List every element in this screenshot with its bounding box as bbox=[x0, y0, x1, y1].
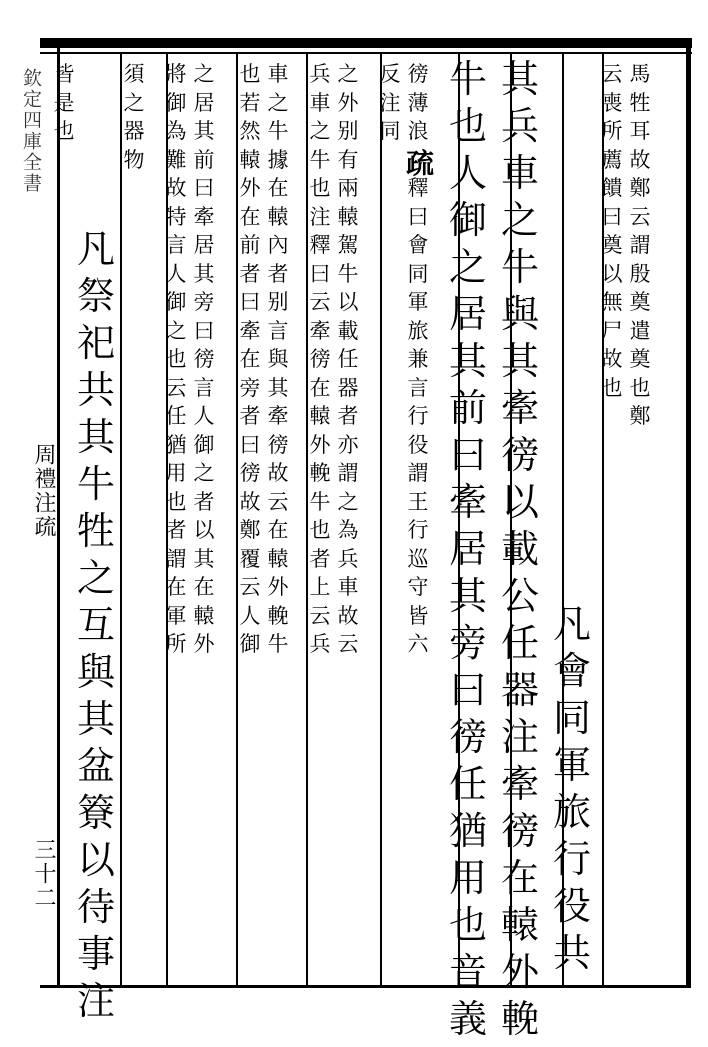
text-column: 牛 也 人 御 之 居 其 前 曰 牽 居 其 旁 曰 徬 任 猶 用 也 音 義 bbox=[448, 57, 487, 1041]
text-column: 反 注 同 bbox=[379, 62, 401, 143]
text-column: 其 兵 車 之 牛 與 其 牽 徬 以 載 公 任 器 注 牽 徬 在 轅 外 輓 bbox=[500, 57, 539, 1041]
text-column: 云 喪 所 薦 饋 曰 奠 以 無 尸 故 也 bbox=[601, 62, 623, 400]
text-column: 兵 車 之 牛 也 注 釋 曰 云 牽 徬 在 轅 外 輓 牛 也 者 上 云 兵 bbox=[309, 62, 331, 656]
column-rule bbox=[380, 54, 382, 986]
text-column: 將 御 為 難 故 特 言 人 御 之 也 云 任 猶 用 也 者 謂 在 軍 所 bbox=[165, 62, 187, 656]
column-rule bbox=[120, 54, 122, 986]
top-border-thin bbox=[40, 52, 692, 54]
page-number: 三十二 bbox=[31, 838, 56, 910]
text-column: 車 之 牛 據 在 轅 內 者 别 言 與 其 牽 徬 故 云 在 轅 外 輓 牛 bbox=[267, 62, 289, 656]
margin-strip bbox=[0, 48, 57, 988]
text-column: 須 之 器 物 bbox=[123, 62, 145, 172]
top-border-thick bbox=[40, 38, 692, 48]
margin-title: 周禮注疏 bbox=[31, 443, 56, 539]
text-column: 凡 會 同 軍 旅 行 役 共 bbox=[552, 602, 591, 975]
bottom-border bbox=[40, 985, 688, 988]
text-column: 之 外 别 有 兩 轅 駕 牛 以 載 任 器 者 亦 謂 之 為 兵 車 故 云 bbox=[337, 62, 359, 656]
margin-top-fragment: 欽定四庫全書 bbox=[20, 68, 42, 194]
text-column: 徬 薄 浪 疏 釋 曰 會 同 軍 旅 兼 言 行 役 謂 王 行 巡 守 皆 六 bbox=[406, 62, 435, 656]
text-column: 馬 牲 耳 故 鄭 云 謂 殷 奠 遣 奠 也 鄭 bbox=[629, 62, 651, 428]
text-column: 凡 祭 祀 共 其 牛 牲 之 互 與 其 盆 簝 以 待 事 注 bbox=[76, 227, 115, 1023]
text-column: 之 居 其 前 曰 牽 居 其 旁 曰 徬 言 人 御 之 者 以 其 在 轅 外 bbox=[193, 62, 215, 656]
text-column: 也 若 然 轅 外 在 前 者 曰 牽 在 旁 者 曰 徬 故 鄭 覆 云 人 御 bbox=[239, 62, 261, 656]
right-border bbox=[686, 40, 691, 988]
text-column: 皆 是 也 bbox=[53, 62, 75, 143]
